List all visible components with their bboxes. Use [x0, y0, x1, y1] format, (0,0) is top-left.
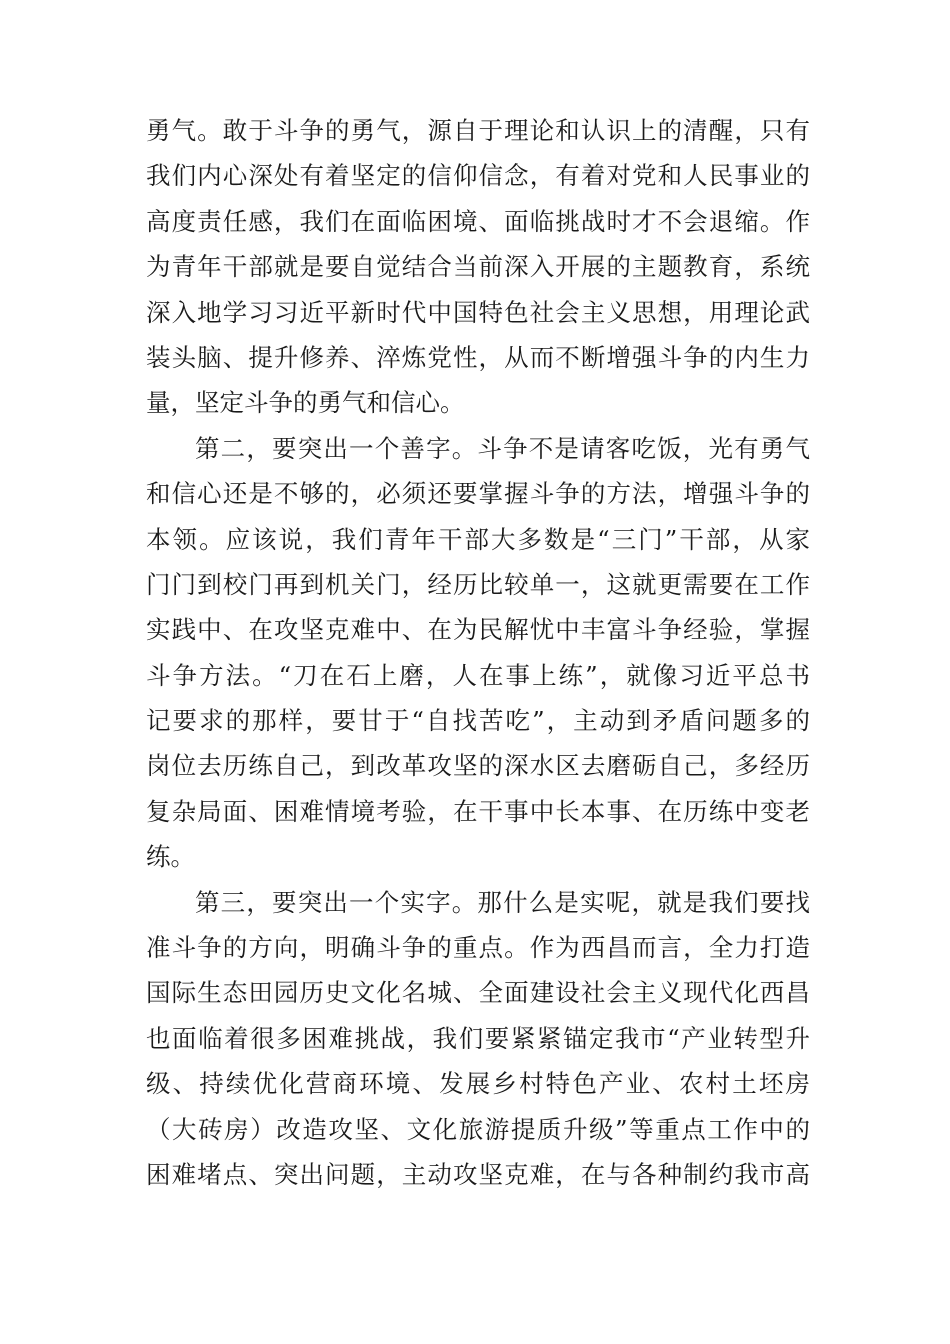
text-line: 量，坚定斗争的勇气和信心。: [146, 388, 465, 418]
text-line: 为青年干部就是要自觉结合当前深入开展的主题教育，系统: [146, 252, 810, 282]
text-line: 记要求的那样，要甘于“自找苦吃”，主动到矛盾问题多的: [146, 706, 810, 736]
document-body: [146, 108, 810, 1197]
text-line: 复杂局面、困难情境考验，在干事中长本事、在历练中变老: [146, 796, 810, 826]
text-line: 本领。应该说，我们青年干部大多数是“三门”干部，从家: [146, 524, 810, 554]
text-line: 门门到校门再到机关门，经历比较单一，这就更需要在工作: [146, 569, 810, 599]
text-line: 斗争方法。“刀在石上磨，人在事上练”，就像习近平总书: [146, 660, 810, 690]
text-line: 深入地学习习近平新时代中国特色社会主义思想，用理论武: [146, 297, 810, 327]
text-line: 练。: [146, 842, 195, 872]
text-line: 高度责任感，我们在面临困境、面临挑战时才不会退缩。作: [146, 206, 810, 236]
text-line: 我们内心深处有着坚定的信仰信念，有着对党和人民事业的: [146, 161, 810, 191]
text-line: 第二，要突出一个善字。斗争不是请客吃饭，光有勇气: [195, 433, 810, 463]
paragraph-1: [146, 108, 810, 426]
text-line: 级、持续优化营商环境、发展乡村特色产业、农村土坯房: [146, 1069, 810, 1099]
text-line: 岗位去历练自己，到改革攻坚的深水区去磨砺自己，多经历: [146, 751, 810, 781]
text-line: 准斗争的方向，明确斗争的重点。作为西昌而言，全力打造: [146, 933, 810, 963]
paragraph-3: [146, 880, 810, 1198]
paragraph-2: [146, 426, 810, 880]
text-line: 和信心还是不够的，必须还要掌握斗争的方法，增强斗争的: [146, 479, 810, 509]
text-line: 装头脑、提升修养、淬炼党性，从而不断增强斗争的内生力: [146, 342, 810, 372]
text-line: （大砖房）改造攻坚、文化旅游提质升级”等重点工作中的: [146, 1114, 810, 1144]
text-line: 第三，要突出一个实字。那什么是实呢，就是我们要找: [195, 887, 810, 917]
text-line: 也面临着很多困难挑战，我们要紧紧锚定我市“产业转型升: [146, 1023, 810, 1053]
text-line: 国际生态田园历史文化名城、全面建设社会主义现代化西昌: [146, 978, 810, 1008]
text-line: 实践中、在攻坚克难中、在为民解忧中丰富斗争经验，掌握: [146, 615, 810, 645]
text-line: 勇气。敢于斗争的勇气，源自于理论和认识上的清醒，只有: [146, 116, 810, 145]
text-line: 困难堵点、突出问题，主动攻坚克难，在与各种制约我市高: [146, 1159, 810, 1189]
